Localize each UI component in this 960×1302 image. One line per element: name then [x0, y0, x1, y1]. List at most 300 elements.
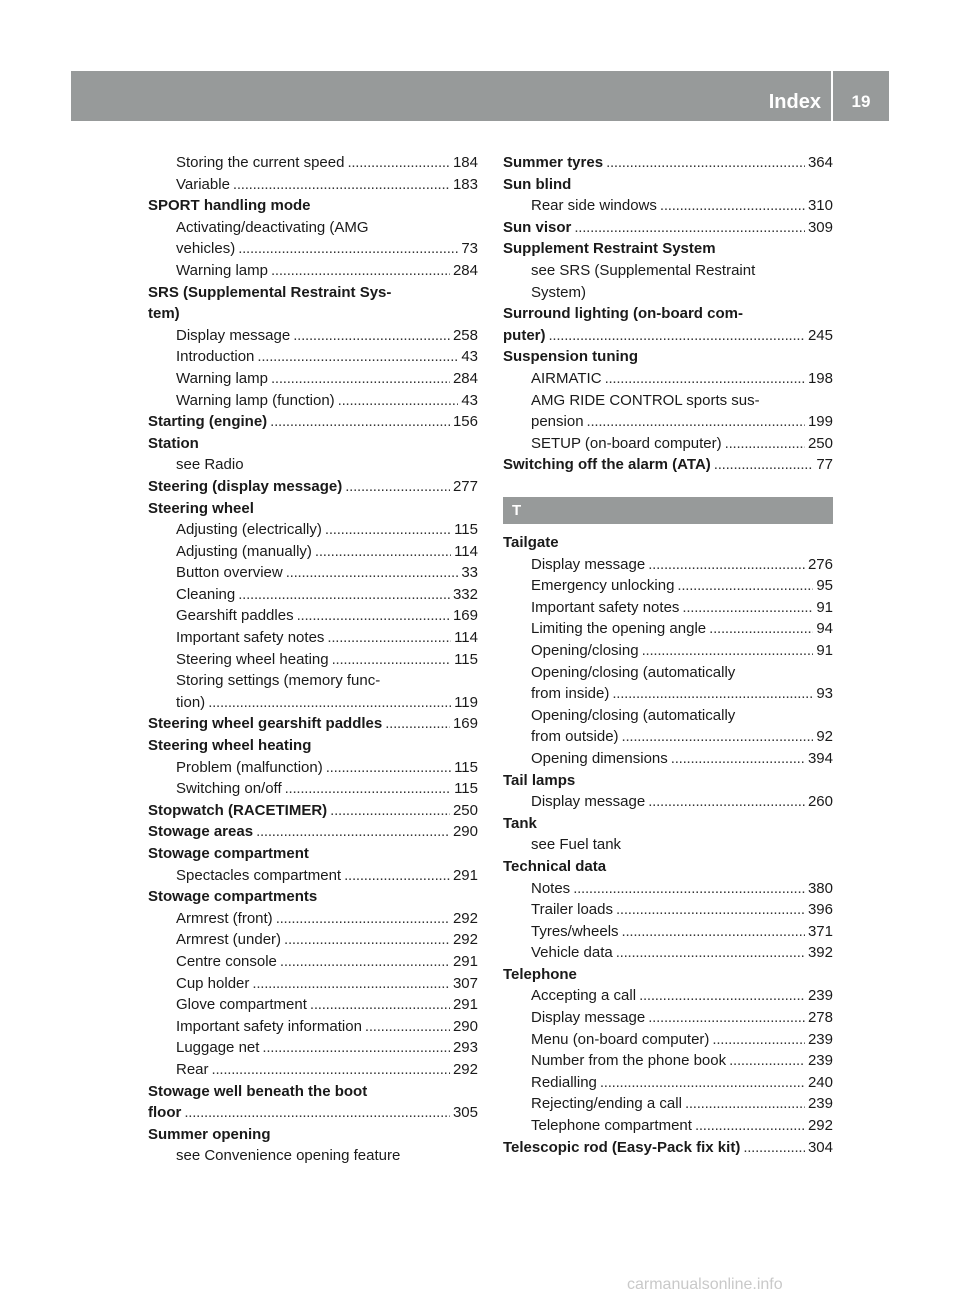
entry-text: Stowage areas: [148, 823, 254, 841]
entry-page-number: 364: [807, 154, 833, 171]
index-subentry: [148, 454, 478, 476]
entry-page-number: 43: [461, 348, 478, 366]
index-heading: [148, 476, 478, 498]
entry-page-number: 198: [807, 369, 833, 387]
dot-leader: [297, 605, 450, 627]
entry-text: Steering wheel: [148, 499, 254, 517]
dot-leader: [695, 1115, 805, 1137]
index-subentry: [503, 748, 833, 770]
index-subentry: [148, 778, 478, 800]
entry-text: Warning lamp: [176, 369, 268, 387]
entry-text: Vehicle data: [531, 944, 613, 962]
entry-page-number: 91: [816, 598, 833, 616]
entry-page-number: 394: [807, 749, 833, 767]
entry-text: Number from the phone book: [531, 1052, 727, 1070]
dot-leader: [285, 778, 451, 800]
entry-text: Surround lighting (on-board com-: [503, 305, 743, 323]
entry-page-number: 95: [816, 577, 833, 595]
entry-text: Opening/closing (automatically: [531, 706, 736, 724]
entry-text: see Fuel tank: [531, 836, 622, 854]
entry-text: SPORT handling mode: [148, 197, 311, 215]
entry-text: Opening dimensions: [531, 749, 668, 767]
entry-text: Important safety notes: [531, 598, 680, 616]
index-heading: [503, 303, 833, 325]
dot-leader: [330, 800, 450, 822]
entry-text: Storing the current speed: [176, 154, 345, 171]
index-heading: [503, 174, 833, 196]
entry-page-number: 291: [452, 952, 478, 970]
entry-text: Suspension tuning: [503, 348, 638, 366]
index-subentry: [503, 834, 833, 856]
dot-leader: [642, 640, 814, 662]
entry-text: Adjusting (manually): [176, 542, 312, 560]
index-subentry: [503, 985, 833, 1007]
entry-page-number: 277: [452, 477, 478, 495]
index-subentry: [503, 575, 833, 597]
index-subentry: [148, 692, 478, 714]
entry-page-number: 396: [807, 901, 833, 919]
entry-text: Variable: [176, 175, 230, 193]
index-heading: [503, 152, 833, 174]
dot-leader: [184, 1102, 450, 1124]
entry-text: from outside): [531, 728, 619, 746]
index-column-left: [148, 152, 478, 1167]
entry-text: Limiting the opening angle: [531, 620, 707, 638]
entry-text: see Convenience opening feature: [176, 1147, 401, 1165]
dot-leader: [332, 649, 451, 671]
entry-text: Switching off the alarm (ATA): [503, 456, 711, 474]
index-subentry: [503, 726, 833, 748]
entry-text: Centre console: [176, 952, 277, 970]
entry-text: Stopwatch (RACETIMER): [148, 801, 328, 819]
entry-text: System): [531, 283, 587, 301]
index-subentry: [148, 1145, 478, 1167]
index-subentry: [503, 1072, 833, 1094]
dot-leader: [648, 791, 805, 813]
index-column-right-bottom: [503, 532, 833, 1158]
index-heading: [148, 1102, 478, 1124]
entry-text: Accepting a call: [531, 987, 637, 1005]
index-subentry: [503, 260, 833, 282]
dot-leader: [271, 260, 450, 282]
index-subentry: [148, 562, 478, 584]
index-subentry: [503, 878, 833, 900]
index-subentry: [503, 554, 833, 576]
index-subentry: [148, 346, 478, 368]
entry-page-number: 309: [807, 218, 833, 236]
dot-leader: [685, 1093, 805, 1115]
entry-text: Armrest (front): [176, 909, 273, 927]
entry-page-number: 156: [452, 413, 478, 431]
dot-leader: [671, 748, 805, 770]
entry-text: Telephone compartment: [531, 1117, 692, 1135]
entry-text: Warning lamp (function): [176, 391, 335, 409]
dot-leader: [326, 757, 451, 779]
dot-leader: [276, 908, 450, 930]
entry-page-number: 250: [452, 801, 478, 819]
entry-page-number: 115: [454, 650, 478, 668]
dot-leader: [612, 683, 813, 705]
index-subentry: [148, 908, 478, 930]
dot-leader: [729, 1050, 805, 1072]
entry-page-number: 305: [452, 1104, 478, 1122]
entry-text: Opening/closing: [531, 641, 639, 659]
entry-text: Problem (malfunction): [176, 758, 323, 776]
entry-page-number: 310: [807, 197, 833, 215]
entry-text: Button overview: [176, 564, 283, 582]
dot-leader: [252, 973, 450, 995]
index-subentry: [148, 994, 478, 1016]
index-heading: [148, 800, 478, 822]
dot-leader: [549, 325, 805, 347]
index-subentry: [148, 605, 478, 627]
dot-leader: [725, 433, 805, 455]
page-number: 19: [851, 92, 871, 111]
dot-leader: [605, 368, 805, 390]
dot-leader: [714, 454, 814, 476]
index-subentry: [503, 597, 833, 619]
index-heading: [503, 856, 833, 878]
entry-page-number: 290: [452, 1017, 478, 1035]
dot-leader: [709, 618, 813, 640]
index-heading: [148, 713, 478, 735]
entry-page-number: 258: [452, 326, 478, 344]
entry-page-number: 91: [816, 641, 833, 659]
entry-page-number: 93: [816, 685, 833, 703]
entry-text: Important safety notes: [176, 629, 325, 647]
entry-text: Steering wheel heating: [148, 737, 312, 755]
entry-page-number: 332: [452, 585, 478, 603]
index-subentry: [503, 1050, 833, 1072]
entry-text: Sun visor: [503, 218, 572, 236]
entry-text: AMG RIDE CONTROL sports sus-: [531, 391, 760, 409]
entry-page-number: 278: [807, 1009, 833, 1027]
index-subentry: [503, 282, 833, 304]
index-heading: [148, 886, 478, 908]
index-subentry: [148, 217, 478, 239]
entry-page-number: 184: [452, 154, 478, 171]
index-heading: [148, 195, 478, 217]
index-subentry: [148, 152, 478, 174]
index-heading: [148, 1124, 478, 1146]
entry-page-number: 276: [807, 555, 833, 573]
index-subentry: [503, 662, 833, 684]
index-heading: [148, 498, 478, 520]
entry-page-number: 169: [452, 715, 478, 733]
entry-text: Stowage compartments: [148, 888, 318, 906]
entry-text: Introduction: [176, 348, 255, 366]
dot-leader: [660, 195, 805, 217]
dot-leader: [648, 1007, 805, 1029]
index-heading: [148, 821, 478, 843]
entry-text: Gearshift paddles: [176, 607, 294, 625]
entry-page-number: 284: [452, 261, 478, 279]
index-subentry: [148, 325, 478, 347]
index-heading: [148, 303, 478, 325]
dot-leader: [606, 152, 805, 174]
index-heading: [148, 282, 478, 304]
index-subentry: [503, 640, 833, 662]
section-title: Index: [768, 91, 821, 113]
dot-leader: [327, 627, 451, 649]
entry-page-number: 183: [452, 175, 478, 193]
entry-page-number: 260: [807, 793, 833, 811]
index-subentry: [148, 649, 478, 671]
entry-page-number: 292: [452, 931, 478, 949]
index-subentry: [148, 973, 478, 995]
dot-leader: [293, 325, 450, 347]
entry-text: Steering wheel heating: [176, 650, 329, 668]
index-subentry: [148, 519, 478, 541]
entry-text: Stowage well beneath the boot: [148, 1082, 368, 1100]
entry-text: Tailgate: [503, 534, 559, 551]
index-subentry: [503, 899, 833, 921]
dot-leader: [212, 1059, 450, 1081]
entry-page-number: 304: [807, 1138, 833, 1156]
index-subentry: [503, 1115, 833, 1137]
entry-page-number: 115: [454, 521, 478, 539]
entry-page-number: 380: [807, 879, 833, 897]
entry-text: Luggage net: [176, 1039, 260, 1057]
index-heading: [503, 1137, 833, 1159]
entry-text: tion): [176, 693, 206, 711]
entry-page-number: 33: [461, 564, 478, 582]
entry-page-number: 115: [454, 758, 478, 776]
entry-text: SETUP (on-board computer): [531, 434, 722, 452]
index-heading: [148, 1081, 478, 1103]
dot-leader: [616, 899, 805, 921]
index-subentry: [148, 670, 478, 692]
index-subentry: [148, 951, 478, 973]
entry-text: Telescopic rod (Easy-Pack fix kit): [503, 1138, 741, 1156]
entry-text: puter): [503, 326, 546, 344]
dot-leader: [600, 1072, 805, 1094]
dot-leader: [622, 726, 814, 748]
entry-page-number: 94: [816, 620, 833, 638]
entry-text: Opening/closing (automatically: [531, 663, 736, 681]
entry-text: Sun blind: [503, 175, 572, 193]
entry-page-number: 371: [807, 922, 833, 940]
index-column-right-top: [503, 152, 833, 476]
entry-text: Cup holder: [176, 974, 250, 992]
entry-text: Supplement Restraint System: [503, 240, 716, 258]
entry-text: Armrest (under): [176, 931, 282, 949]
entry-text: Activating/deactivating (AMG: [176, 218, 369, 236]
index-subentry: [148, 390, 478, 412]
dot-leader: [344, 865, 450, 887]
entry-page-number: 290: [452, 823, 478, 841]
index-subentry: [503, 791, 833, 813]
entry-text: Switching on/off: [176, 780, 282, 798]
dot-leader: [743, 1137, 805, 1159]
entry-text: SRS (Supplemental Restraint Sys-: [148, 283, 392, 301]
entry-text: Summer tyres: [503, 154, 604, 171]
dot-leader: [345, 476, 450, 498]
index-heading: [503, 325, 833, 347]
dot-leader: [284, 929, 450, 951]
index-heading: [148, 433, 478, 455]
entry-text: Display message: [531, 1009, 646, 1027]
dot-leader: [238, 238, 458, 260]
index-heading: [148, 411, 478, 433]
index-subentry: [148, 174, 478, 196]
page-header: [71, 71, 889, 121]
entry-text: Warning lamp: [176, 261, 268, 279]
dot-leader: [271, 368, 450, 390]
entry-text: Glove compartment: [176, 996, 307, 1014]
entry-page-number: 43: [461, 391, 478, 409]
entry-text: tem): [148, 305, 180, 323]
dot-leader: [233, 174, 450, 196]
dot-leader: [616, 942, 805, 964]
index-subentry: [148, 541, 478, 563]
dot-leader: [712, 1029, 805, 1051]
entry-text: Emergency unlocking: [531, 577, 675, 595]
dot-leader: [682, 597, 813, 619]
index-heading: [503, 238, 833, 260]
dot-leader: [648, 554, 805, 576]
entry-text: Technical data: [503, 857, 607, 875]
entry-page-number: 73: [461, 240, 478, 258]
index-subentry: [148, 757, 478, 779]
entry-text: Tank: [503, 814, 537, 832]
entry-page-number: 293: [452, 1039, 478, 1057]
entry-text: floor: [148, 1104, 182, 1122]
index-subentry: [148, 1016, 478, 1038]
index-subentry: [503, 921, 833, 943]
entry-text: Steering (display message): [148, 477, 343, 495]
dot-leader: [639, 985, 805, 1007]
dot-leader: [622, 921, 805, 943]
entry-text: Cleaning: [176, 585, 236, 603]
index-subentry: [503, 683, 833, 705]
entry-page-number: 240: [807, 1073, 833, 1091]
dot-leader: [256, 821, 450, 843]
entry-page-number: 114: [454, 542, 478, 560]
entry-page-number: 392: [807, 944, 833, 962]
entry-text: Tail lamps: [503, 771, 576, 789]
entry-page-number: 291: [452, 866, 478, 884]
entry-page-number: 292: [807, 1117, 833, 1135]
entry-text: Starting (engine): [148, 413, 268, 431]
index-subentry: [148, 865, 478, 887]
dot-leader: [315, 541, 451, 563]
entry-text: Rear side windows: [531, 197, 657, 215]
entry-text: Spectacles compartment: [176, 866, 342, 884]
section-letter: T: [512, 502, 522, 519]
entry-page-number: 245: [807, 326, 833, 344]
index-subentry: [503, 390, 833, 412]
entry-page-number: 291: [452, 996, 478, 1014]
entry-text: vehicles): [176, 240, 236, 258]
entry-text: Display message: [531, 555, 646, 573]
dot-leader: [347, 152, 450, 174]
dot-leader: [573, 878, 805, 900]
index-subentry: [503, 705, 833, 727]
entry-page-number: 119: [454, 693, 478, 711]
entry-page-number: 292: [452, 909, 478, 927]
dot-leader: [280, 951, 450, 973]
entry-page-number: 284: [452, 369, 478, 387]
dot-leader: [338, 390, 459, 412]
entry-page-number: 292: [452, 1060, 478, 1078]
index-heading: [503, 217, 833, 239]
entry-text: Stowage compartment: [148, 845, 309, 862]
entry-page-number: 239: [807, 987, 833, 1005]
entry-text: Telephone: [503, 965, 577, 983]
index-heading: [503, 964, 833, 986]
entry-text: see Radio: [176, 456, 244, 474]
dot-leader: [257, 346, 458, 368]
entry-page-number: 239: [807, 1052, 833, 1070]
dot-leader: [677, 575, 813, 597]
index-subentry: [503, 942, 833, 964]
index-subentry: [148, 627, 478, 649]
index-subentry: [503, 1007, 833, 1029]
index-heading: [148, 735, 478, 757]
index-heading: [503, 532, 833, 554]
entry-text: Redialling: [531, 1073, 597, 1091]
entry-page-number: 115: [454, 780, 478, 798]
entry-text: Tyres/wheels: [531, 922, 619, 940]
index-heading: [503, 770, 833, 792]
index-subentry: [503, 1029, 833, 1051]
dot-leader: [286, 562, 459, 584]
entry-text: Trailer loads: [531, 901, 613, 919]
entry-text: Storing settings (memory func-: [176, 672, 381, 690]
index-subentry: [503, 368, 833, 390]
index-heading: [148, 843, 478, 865]
entry-page-number: 250: [807, 434, 833, 452]
entry-page-number: 307: [452, 974, 478, 992]
index-subentry: [503, 1093, 833, 1115]
entry-page-number: 114: [454, 629, 478, 647]
dot-leader: [587, 411, 805, 433]
entry-text: Rejecting/ending a call: [531, 1095, 682, 1113]
index-heading: [503, 813, 833, 835]
entry-page-number: 239: [807, 1095, 833, 1113]
entry-page-number: 169: [452, 607, 478, 625]
index-subentry: [148, 368, 478, 390]
entry-page-number: 92: [816, 728, 833, 746]
dot-leader: [325, 519, 451, 541]
index-subentry: [148, 929, 478, 951]
index-subentry: [148, 260, 478, 282]
entry-text: from inside): [531, 685, 610, 703]
index-subentry: [148, 584, 478, 606]
entry-text: Important safety information: [176, 1017, 362, 1035]
entry-text: Summer opening: [148, 1125, 271, 1143]
dot-leader: [238, 584, 450, 606]
index-subentry: [503, 195, 833, 217]
index-heading: [503, 346, 833, 368]
index-subentry: [148, 1037, 478, 1059]
entry-page-number: 239: [807, 1030, 833, 1048]
entry-text: Display message: [531, 793, 646, 811]
dot-leader: [574, 217, 805, 239]
entry-text: see SRS (Supplemental Restraint: [531, 261, 756, 279]
index-subentry: [148, 1059, 478, 1081]
entry-text: Adjusting (electrically): [176, 521, 322, 539]
entry-page-number: 77: [816, 456, 833, 474]
entry-text: Notes: [531, 879, 571, 897]
dot-leader: [270, 411, 450, 433]
index-subentry: [503, 433, 833, 455]
dot-leader: [385, 713, 450, 735]
index-heading: [503, 454, 833, 476]
entry-text: Station: [148, 434, 199, 452]
index-subentry: [503, 411, 833, 433]
